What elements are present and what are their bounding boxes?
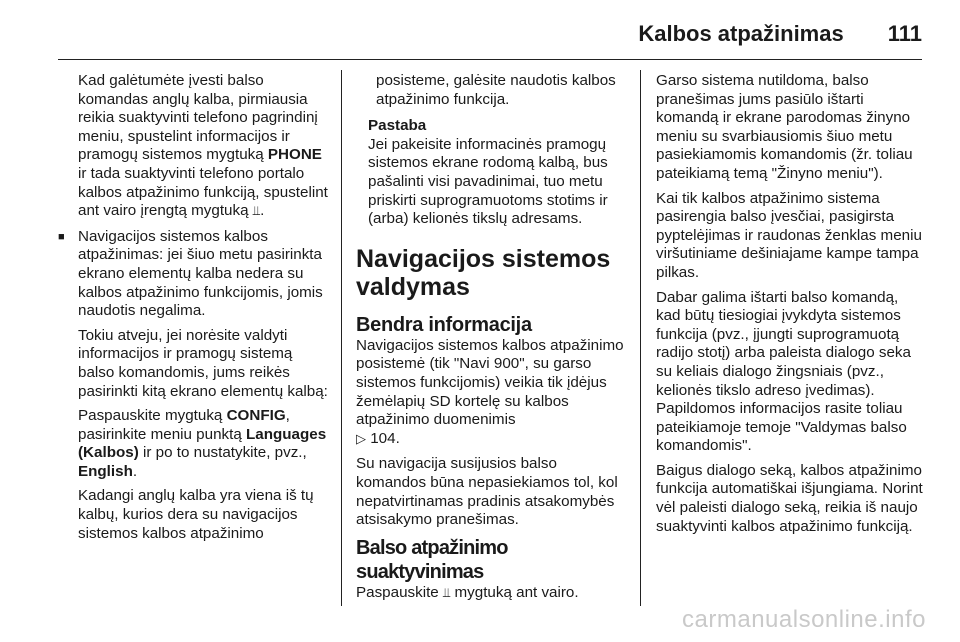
voice-command-icon: ⫫ [442, 585, 451, 601]
note-title: Pastaba [368, 117, 427, 135]
paragraph-1: Garso sistema nutildoma, balso pranešimas jums pasiūlo ištarti komandą ir ekrane parodomas žinyno meniu su svarbiausiomis šiuo metu pasiekiamomis komandomis (žr. toliau pateikiamą temą "Žinyno meniu"). [656, 72, 913, 182]
paragraph-4: Baigus dialogo seką, kalbos atpažinimo funkcija automatiškai išjungiama. Norint vėl paleisti dialogo seką, reikia iš naujo suaktyvinti kalbos atpažinimo funkciją. [656, 461, 923, 535]
column-divider-1 [341, 70, 342, 606]
paragraph-4: Kadangi anglų kalba yra viena iš tų kalbų, kurios dera su navigacijos sistemos kalbos atpažinimo [78, 487, 314, 542]
english-option-label: English [78, 462, 133, 480]
page-number: 111 [887, 21, 922, 46]
subheading-general: Bendra informacija [356, 313, 532, 336]
page-title: Kalbos atpažinimas [638, 21, 844, 46]
header-rule [58, 59, 922, 60]
paragraph-2: Tokiu atveju, jei norėsite valdyti informacijos ir pramogų sistemą balso komandomis, jums reikės pasirinkti kitą ekrano elementų kalbą: [78, 326, 328, 400]
page-reference-arrow-icon: ▷ [356, 431, 366, 447]
paragraph-3: Paspauskite mygtuką CONFIG, pasirinkite meniu punktą Languages (Kalbos) ir po to nustatykite, pvz., English. [78, 407, 327, 480]
column-2 [356, 72, 626, 609]
column-divider-2 [640, 70, 641, 606]
general-paragraph: Navigacijos sistemos kalbos atpažinimo posistemė (tik "Navi 900", su garso sistemos funkcijomis) veikia tik įdėjus žemėlapių SD kortelę su kalbos atpažinimo duomenimis ▷ 104. [356, 336, 624, 447]
navigation-paragraph: Su navigacija susijusios balso komandos būna nepasiekiamos tol, kol nepatvirtinamas pradinis atsakomybės atsisakymo pranešimas. [356, 455, 618, 529]
column-1 [58, 72, 332, 549]
column-3 [656, 72, 926, 542]
config-button-label: CONFIG [226, 407, 286, 425]
voice-command-icon: ⫫ [252, 204, 261, 220]
languages-menu-label: Languages (Kalbos) [78, 425, 327, 462]
paragraph-3: Dabar galima ištarti balso komandą, kad būtų tiesiogiai įvykdyta sistemos funkcija (pvz., įjungti suprogramuotą radijo stotį) arba paleista dialogo seka su keliais dialogo žingsniais (pvz., kelionės tikslo adreso įvedimas). Papildomos informacijos rasite toliau pateikiamoje temoje "Valdymas balso komandomis". [656, 288, 911, 455]
watermark: carmanualsonline.info [682, 606, 926, 633]
phone-button-label: PHONE [267, 146, 322, 164]
page-reference[interactable]: 104 [370, 429, 396, 447]
subheading-activate: Balso atpažinimo suaktyvinimas [356, 536, 508, 583]
page-header [0, 14, 922, 54]
section-heading: Navigacijos sistemos valdymas [356, 244, 611, 301]
paragraph-2: Kai tik kalbos atpažinimo sistema pasirengia balso įvesčiai, pasigirsta pyptelėjimas ir raudonas ženklas meniu viršutiniame dešiniajame kampe tampa pilkas. [656, 189, 922, 281]
bullet-item: ■ Navigacijos sistemos kalbos atpažinimas: jei šiuo metu pasirinkta ekrano elementų kalba nedera su kalbos atpažinimo funkcijomis, jomis naudotis negalima. [58, 228, 332, 321]
activate-paragraph: Paspauskite ⫫ mygtuką ant vairo. [356, 583, 579, 601]
note-text: Jei pakeisite informacinės pramogų sistemos ekrane rodomą kalbą, bus pašalinti visi pavadinimai, tuo metu priskirti suprogramuotoms stotims ir (arba) kelionės tikslų adresams. [368, 135, 608, 228]
intro-paragraph: Kad galėtumėte įvesti balso komandas anglų kalba, pirmiausia reikia suaktyvinti telefono pagrindinį meniu, spustelint informacijos ir pramogų sistemos mygtuką PHONE ir tada suaktyvinti telefono portalo kalbos atpažinimo funkciją, spustelint ant vairo įrengtą mygtuką ⫫. [78, 72, 328, 220]
continued-paragraph: posisteme, galėsite naudotis kalbos atpažinimo funkcija. [376, 72, 616, 108]
